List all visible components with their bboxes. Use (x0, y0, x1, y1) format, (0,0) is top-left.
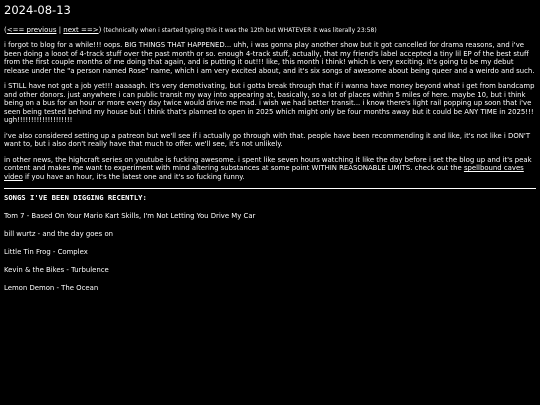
post-paragraph: i STILL have not got a job yet!!! aaaaagh. it's very demotivating, but i gotta break through that if i wanna have money beyond what i get from bandcamp and other donors. just anywhere i can public transit my way into appearing at, basically, so a lot of places within 5 miles of here. maybe 10, but i think being on a bus for an hour or more every day twice would drive me mad. i wish we had better transit... i know there's light rail popping up soon that i've seen being tested behind my house but i think that's planned to open in 2025 which might only be four months away but it could be ANY TIME in 2025!!! ugh!!!!!!!!!!!!!!!!!!!! (4, 82, 535, 124)
nav-separator: | (56, 26, 64, 34)
post-navigation (4, 26, 536, 35)
post-paragraph: i've also considered setting up a patreon but we'll see if i actually go through with that. people have been recommending it and like, it's not like i DON'T want to, but i also don't really have that much to offer. we'll see, it's not unlikely. (4, 131, 531, 148)
previous-link[interactable]: <== previous (6, 26, 57, 34)
song-item: Kevin & the Bikes - Turbulence (4, 266, 109, 274)
timestamp-note: (technically when i started typing this it was the 12th but WHATEVER it was literally 23:58) (101, 27, 377, 34)
post-date: 2024-08-13 (4, 3, 71, 17)
next-link[interactable]: next ==> (63, 26, 99, 34)
song-item: Little Tin Frog - Complex (4, 248, 88, 256)
post-paragraph: i forgot to blog for a while!!! oops. BIG THINGS THAT HAPPENED... uhh, i was gonna play another show but it got cancelled for drama reasons, and i've been doing a looot of 4-track stuff over the past month or so. enough 4-track stuff, actually, that my friend's label accepted a tiny lil EP of the best stuff from the first couple months of me doing that again, and is putting it out!!! like, this month i think! which is very exciting. it's going to be my debut release under the "a person named Rose" name, which i am very excited about, and it's six songs of awesome about being queer and a weirdo and such. (4, 41, 535, 75)
paragraph-text: in other news, the highcraft series on youtube is fucking awesome. i spent like seven hours watching it like the day before i set the blog up and it's peak content and makes me want to experiment with mind altering substances at some point WITHIN REASONABLE LIMITS. check out the (4, 155, 532, 172)
song-item: bill wurtz - and the day goes on (4, 230, 114, 238)
post-paragraph (4, 156, 536, 182)
song-item: Tom 7 - Based On Your Mario Kart Skills, I'm Not Letting You Drive My Car (4, 212, 256, 220)
songs-heading: SONGS I'VE BEEN DIGGING RECENTLY: (4, 193, 147, 202)
spellbound-caves-video-link[interactable]: spellbound caves video (4, 164, 524, 181)
nav-close-paren: ) (98, 26, 102, 34)
paragraph-text: if you have an hour, it's the latest one and it's so fucking funny. (22, 172, 245, 181)
section-divider (4, 188, 536, 189)
nav-open-paren: ( (4, 26, 7, 34)
songs-list (4, 212, 536, 292)
song-item: Lemon Demon - The Ocean (4, 284, 99, 292)
